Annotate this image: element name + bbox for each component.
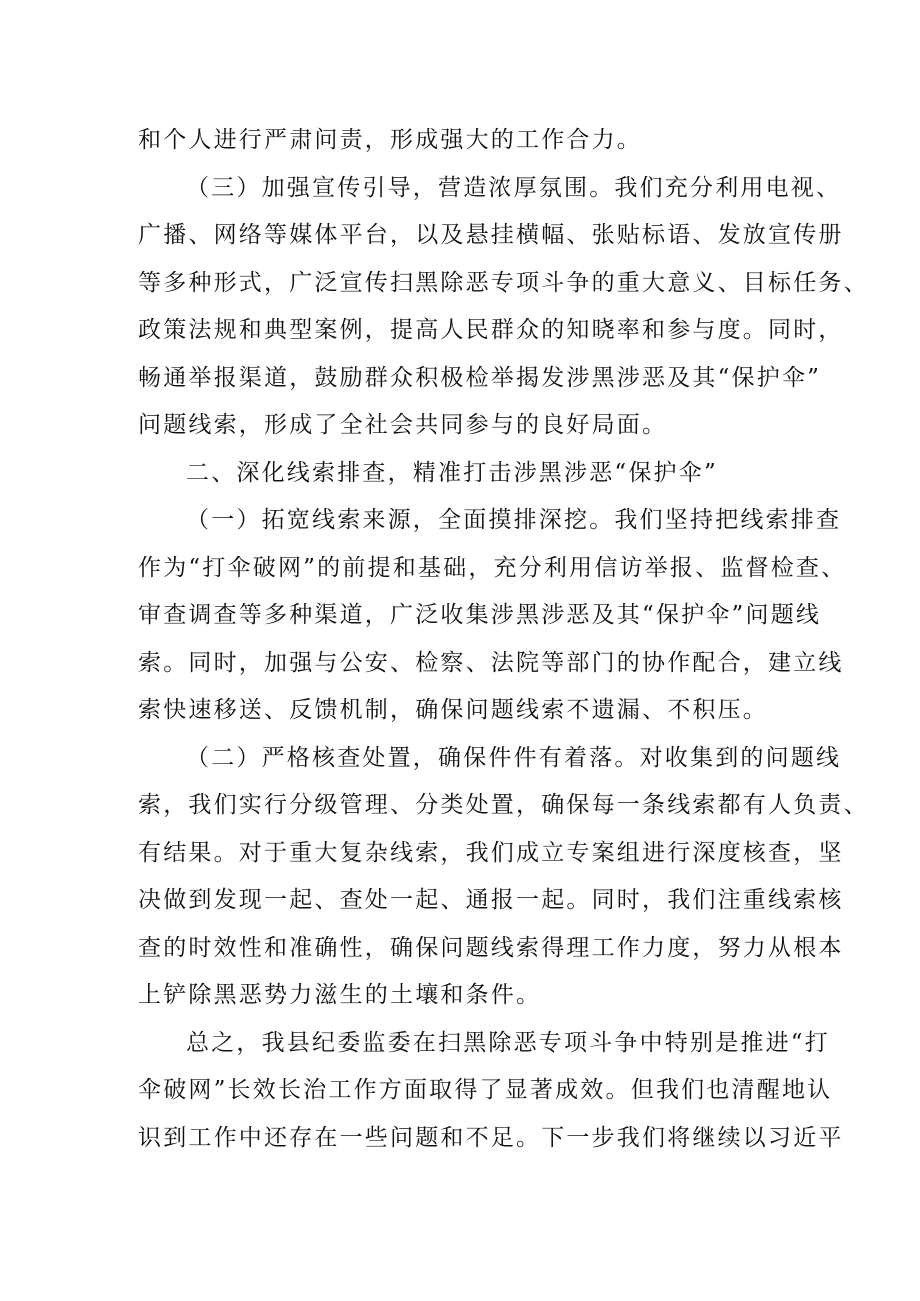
text-line: 问题线索，形成了全社会共同参与的良好局面。 [138, 412, 668, 438]
text-line: 识到工作中还存在一些问题和不足。下一步我们将继续以习近平 [138, 1124, 844, 1151]
text-line: 索快速移送、反馈机制，确保问题线索不遗漏、不积压。 [138, 697, 768, 723]
text-line: 查的时效性和准确性，确保问题线索得理工作力度，努力从根本 [138, 934, 844, 961]
text-line: 和个人进行严肃问责，形成强大的工作合力。 [138, 127, 642, 153]
text-line: 索。同时，加强与公安、检察、法院等部门的协作配合，建立线 [138, 649, 844, 676]
conclusion-paragraph: 总之，我县纪委监委在扫黑除恶专项斗争中特别是推进“打 [186, 1029, 830, 1056]
section-heading-2: 二、深化线索排查，精准打击涉黑涉恶“保护伞” [186, 459, 718, 486]
paragraph-heading-3: （三）加强宣传引导，营造浓厚氛围。我们充分利用电视、 [186, 174, 842, 201]
text-line: 有结果。对于重大复杂线索，我们成立专案组进行深度核查，坚 [138, 839, 844, 866]
text-line: 索，我们实行分级管理、分类处置，确保每一条线索都有人负责、 [138, 792, 869, 818]
text-line: 作为“打伞破网”的前提和基础，充分利用信访举报、监督检查、 [138, 554, 847, 581]
text-line: 决做到发现一起、查处一起、通报一起。同时，我们注重线索核 [138, 887, 844, 913]
paragraph-heading-1: （一）拓宽线索来源，全面摸排深挖。我们坚持把线索排查 [186, 507, 842, 533]
text-line: 等多种形式，广泛宣传扫黑除恶专项斗争的重大意义、目标任务、 [138, 269, 869, 296]
text-line: 伞破网”长效长治工作方面取得了显著成效。但我们也清醒地认 [138, 1077, 833, 1103]
text-line: 广播、网络等媒体平台，以及悬挂横幅、张贴标语、发放宣传册 [138, 222, 844, 248]
text-line: 审查调查等多种渠道，广泛收集涉黑涉恶及其“保护伞”问题线 [138, 602, 822, 628]
paragraph-heading-2: （二）严格核查处置，确保件件有着落。对收集到的问题线 [186, 744, 842, 771]
text-line: 上铲除黑恶势力滋生的土壤和条件。 [138, 982, 542, 1008]
text-line: 畅通举报渠道，鼓励群众积极检举揭发涉黑涉恶及其“保护伞” [138, 364, 822, 391]
document-body [138, 117, 869, 1162]
text-line: 政策法规和典型案例，提高人民群众的知晓率和参与度。同时， [138, 317, 844, 343]
